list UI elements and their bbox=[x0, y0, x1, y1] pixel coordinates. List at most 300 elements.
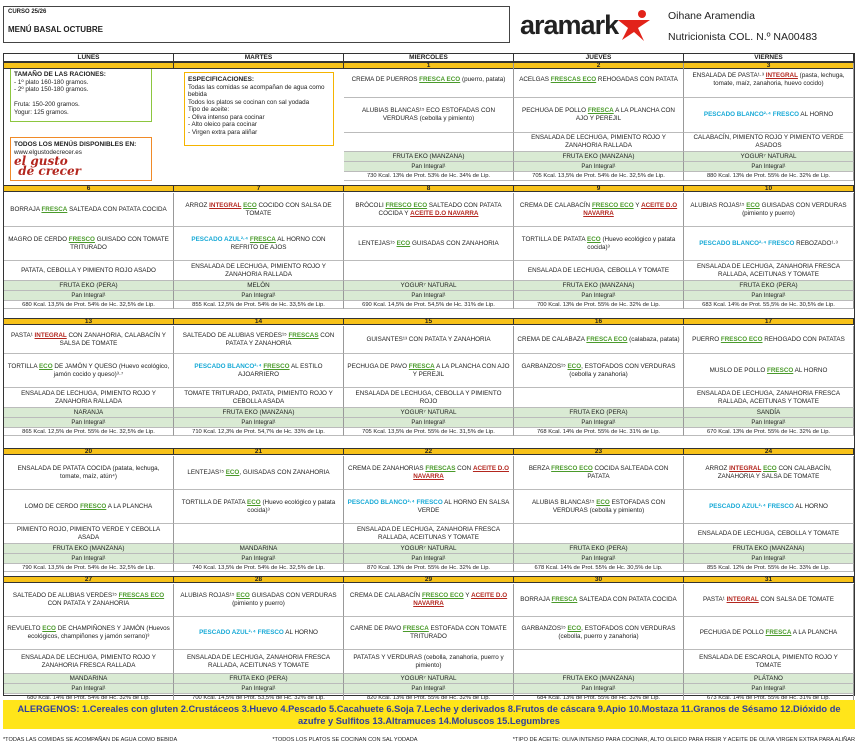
spec-line: - Oliva intenso para cocinar bbox=[188, 113, 265, 121]
cell-text bbox=[411, 555, 445, 563]
fresh-eco-tag: FRESCO bbox=[80, 502, 107, 510]
dish-cell bbox=[174, 261, 344, 281]
nutrition-cell bbox=[514, 564, 684, 572]
dish-cell bbox=[174, 354, 344, 388]
bread-cell bbox=[344, 162, 514, 172]
cell-value: Pan Integral¹ bbox=[241, 419, 276, 426]
cell-text: CREMA DE PUERROS FRESCA ECO (puerro, patata) bbox=[351, 76, 506, 83]
cell-value: 700 Kcal. 14,5% de Prot. 53,5% de Hc. 32% de Lip. bbox=[192, 694, 325, 701]
dish-cell bbox=[344, 490, 514, 524]
fresh-eco-tag: FRESCA bbox=[41, 205, 68, 213]
dish-cell bbox=[684, 524, 854, 544]
cell-text: PECHUGA DE PAVO FRESCA A LA PLANCHA CON AJO Y PEREJIL bbox=[347, 362, 510, 378]
cell-value: Pan Integral¹ bbox=[411, 292, 446, 299]
day-number: 22 bbox=[344, 449, 514, 454]
day-number: 15 bbox=[344, 319, 514, 324]
ration-lines bbox=[14, 79, 148, 117]
fresh-eco-tag: ECO bbox=[763, 464, 777, 472]
dessert-cell bbox=[174, 408, 344, 418]
cell-text bbox=[740, 153, 796, 161]
cell-text bbox=[241, 555, 275, 563]
fresh-eco-tag: ECO bbox=[38, 362, 53, 370]
cell-text: BORRAJA FRESCA SALTEADA CON PATATA COCIDA bbox=[520, 596, 677, 603]
bread-cell bbox=[514, 162, 684, 172]
cell-text: ENSALADA DE PATATA COCIDA (patata, lechuga, tomate, maíz, atún⁴) bbox=[17, 464, 160, 480]
cell-value: FRUTA EKO (MANZANA) bbox=[562, 674, 635, 682]
cell-value: Pan Integral¹ bbox=[241, 292, 276, 299]
cell-text: BERZA FRESCO ECO COCIDA SALTEADA CON PATATA bbox=[528, 464, 669, 480]
bread-cell bbox=[514, 291, 684, 301]
integral-tag: INTEGRAL bbox=[729, 464, 762, 472]
bread-cell bbox=[514, 418, 684, 428]
cell-text bbox=[241, 292, 275, 300]
dish-cell bbox=[174, 326, 344, 354]
cell-text bbox=[411, 163, 445, 171]
cell-text: MAGRO DE CERDO FRESCO GUISADO CON TOMATE TRITURADO bbox=[8, 235, 169, 251]
fresh-eco-tag: FRESCAS bbox=[288, 331, 319, 339]
bread-cell bbox=[4, 554, 174, 564]
nutrition-cell bbox=[4, 428, 174, 436]
fresh-eco-tag: FRESCAS ECO bbox=[550, 76, 597, 83]
day-number bbox=[4, 63, 174, 68]
cell-text: ENSALADA DE LECHUGA, CEBOLLA Y PIMIENTO ROJO bbox=[355, 389, 502, 405]
dish-cell bbox=[4, 227, 174, 261]
cell-text: ENSALADA DE LECHUGA, ZANAHORIA FRESCA RALLADA, ACEITUNAS Y TOMATE bbox=[696, 389, 841, 405]
cell-text bbox=[569, 545, 627, 553]
dish-cell bbox=[514, 193, 684, 227]
cell-value: 865 Kcal. 12,5% de Prot. 55% de Hc. 32,5% de Lip. bbox=[22, 428, 155, 435]
cell-text bbox=[411, 292, 445, 300]
cell-text: PESCADO BLANCO²·⁴ FRESCO AL ESTILO AJOARRIERO bbox=[194, 362, 323, 378]
cell-value: Pan Integral¹ bbox=[751, 292, 786, 299]
cell-text: PESCADO AZUL²·⁴ FRESCO AL HORNO bbox=[199, 629, 318, 636]
dessert-cell bbox=[684, 152, 854, 162]
cell-text bbox=[362, 301, 495, 309]
day-number: 30 bbox=[514, 577, 684, 582]
fresh-eco-tag: FRESCAS ECO bbox=[118, 592, 165, 599]
day-number: 8 bbox=[344, 186, 514, 191]
day-number: 20 bbox=[4, 449, 174, 454]
cell-value: FRUTA EKO (PERA) bbox=[569, 544, 628, 552]
cell-text bbox=[71, 555, 105, 563]
dessert-cell bbox=[4, 674, 174, 684]
integral-tag: INTEGRAL bbox=[765, 72, 798, 79]
cell-text bbox=[70, 675, 108, 683]
week-number-row bbox=[4, 185, 854, 192]
integral-tag: INTEGRAL bbox=[34, 331, 67, 339]
dish-cell bbox=[514, 133, 684, 152]
dish-cell bbox=[684, 388, 854, 408]
week-number-row bbox=[4, 576, 854, 583]
cell-text bbox=[751, 555, 785, 563]
cell-text: TORTILLA DE PATATA ECO (Huevo ecológico y patata cocida)³ bbox=[181, 498, 336, 514]
menu-title: MENÚ BASAL OCTUBRE bbox=[8, 25, 103, 34]
dish-cell bbox=[344, 650, 514, 674]
bread-cell bbox=[4, 418, 174, 428]
cell-text: PESCADO BLANCO²·⁴ FRESCO AL HORNO EN SALSA VERDE bbox=[347, 498, 510, 514]
cell-text bbox=[22, 428, 155, 436]
spec-line: - Alto oleico para cocinar bbox=[188, 121, 257, 128]
bread-cell bbox=[4, 684, 174, 694]
dish-cell bbox=[684, 261, 854, 281]
cell-value: PLÁTANO bbox=[754, 674, 783, 682]
dish-cell bbox=[514, 650, 684, 674]
dessert-cell bbox=[514, 152, 684, 162]
dish-cell bbox=[344, 63, 514, 98]
cell-text bbox=[754, 675, 783, 683]
cell-text bbox=[757, 409, 780, 417]
header-box bbox=[3, 6, 510, 43]
cell-text bbox=[400, 409, 456, 417]
cell-text bbox=[569, 409, 627, 417]
cell-value: FRUTA EKO (PERA) bbox=[229, 674, 288, 682]
gusto-logo bbox=[14, 156, 148, 176]
cell-value: YOGUR⁷ NATURAL bbox=[400, 281, 457, 289]
cell-text: PATATA, CEBOLLA Y PIMIENTO ROJO ASADO bbox=[21, 266, 156, 274]
week-number-row bbox=[4, 448, 854, 455]
cell-text: PESCADO AZUL²·⁴ FRESCO AL HORNO bbox=[709, 502, 828, 510]
day-number bbox=[174, 63, 344, 68]
spec-lines bbox=[188, 84, 330, 137]
dessert-cell bbox=[4, 281, 174, 291]
dish-cell bbox=[174, 388, 344, 408]
fresh-eco-tag: ECO bbox=[587, 235, 601, 243]
dish-cell bbox=[514, 584, 684, 617]
cell-text bbox=[411, 419, 445, 427]
cell-value: 673 Kcal. 14% de Prot. 55% de Hc. 31% de Lip. bbox=[706, 694, 831, 701]
footer-note-oil: *TIPO DE ACEITE: OLIVA INTENSO PARA COCINAR, ALTO OLEICO PARA FREIR Y ACEITE DE OLIVA VIRGEN EXTRA PARA ALIÑAR bbox=[512, 737, 855, 743]
dish-cell bbox=[514, 354, 684, 388]
cell-value: Pan Integral¹ bbox=[581, 292, 616, 299]
cell-text: ENSALADA DE LECHUGA, PIMIENTO ROJO Y ZANAHORIA RALLADA bbox=[21, 389, 156, 405]
cell-value: 683 Kcal. 14% de Prot. 55,5% de Hc. 30,5% de Lip. bbox=[702, 301, 835, 308]
nutrition-cell bbox=[514, 301, 684, 309]
fresh-eco-tag: FRESCAS bbox=[425, 464, 456, 472]
cell-text: ENSALADA DE LECHUGA, PIMIENTO ROJO Y ZANAHORIA RALLADA bbox=[191, 262, 326, 278]
cell-text: ALUBIAS ROJAS¹⁵ ECO GUISADAS CON VERDURAS (pimiento y puerro) bbox=[180, 592, 337, 607]
cell-value: FRUTA EKO (MANZANA) bbox=[52, 544, 125, 552]
dish-cell bbox=[684, 227, 854, 261]
cell-value: SANDÍA bbox=[756, 408, 781, 416]
dish-cell bbox=[4, 524, 174, 544]
cell-value: 730 Kcal. 13% de Prot. 53% de Hc. 34% de Lip. bbox=[366, 173, 491, 179]
nutrition-cell bbox=[684, 301, 854, 309]
day-header-4: VIERNES bbox=[684, 54, 854, 62]
cell-value: FRUTA EKO (MANZANA) bbox=[392, 152, 465, 160]
cell-text: LOMO DE CERDO FRESCO A LA PLANCHA bbox=[24, 502, 153, 510]
star-man-icon bbox=[616, 8, 652, 42]
fresh-eco-tag: FRESCO bbox=[263, 362, 290, 370]
cell-text: TOMATE TRITURADO, PATATA, PIMIENTO ROJO Y CEBOLLA ASADA bbox=[184, 389, 333, 405]
cell-text bbox=[229, 675, 287, 683]
cell-text: BRÓCOLI FRESCO ECO SALTEADO CON PATATA COCIDA Y ACEITE D.O NAVARRA bbox=[355, 201, 502, 217]
dish-cell bbox=[174, 490, 344, 524]
bread-cell bbox=[344, 291, 514, 301]
day-header-1: MARTES bbox=[174, 54, 344, 62]
cell-text: ALUBIAS BLANCAS¹⁵ ECO ESTOFADAS CON VERDURAS (cebolla y pimiento) bbox=[531, 498, 666, 514]
bread-cell bbox=[344, 684, 514, 694]
dessert-cell bbox=[514, 544, 684, 554]
cell-text bbox=[22, 301, 155, 309]
dish-cell bbox=[174, 456, 344, 490]
cell-text bbox=[22, 564, 155, 572]
cell-text bbox=[74, 409, 103, 417]
dish-cell bbox=[4, 650, 174, 674]
day-number: 3 bbox=[684, 63, 854, 68]
dish-cell bbox=[344, 261, 514, 281]
nutritionist-name: Oihane Aramendia bbox=[668, 10, 755, 22]
ration-line: - 2º plato 150-180 gramos. bbox=[14, 86, 89, 93]
dish-cell bbox=[514, 261, 684, 281]
cell-value: FRUTA EKO (PERA) bbox=[569, 408, 628, 416]
ration-title: TAMAÑO DE LAS RACIONES: bbox=[14, 71, 106, 78]
day-number: 9 bbox=[514, 186, 684, 191]
cell-value: 880 Kcal. 13% de Prot. 55% de Hc. 32% de Lip. bbox=[706, 173, 831, 179]
dish-cell bbox=[4, 490, 174, 524]
day-number: 6 bbox=[4, 186, 174, 191]
cell-text: ALUBIAS BLANCAS¹⁵ ECO ESTOFADAS CON VERDURAS (cebolla y pimiento) bbox=[361, 107, 495, 122]
spec-line: Todas las comidas se acompañan de agua como bebida bbox=[188, 83, 325, 98]
cell-value: 680 Kcal. 14% de Prot. 54% de Hc. 32% de Lip. bbox=[26, 694, 151, 701]
dish-cell bbox=[514, 227, 684, 261]
dessert-cell bbox=[514, 281, 684, 291]
fresh-eco-tag: FRESCO ECO bbox=[591, 201, 634, 209]
dish-cell bbox=[344, 388, 514, 408]
cell-value: Pan Integral¹ bbox=[241, 685, 276, 692]
nutrition-cell bbox=[684, 428, 854, 436]
cell-text bbox=[59, 282, 117, 290]
fresh-eco-tag: ECO bbox=[567, 362, 582, 370]
day-number: 16 bbox=[514, 319, 684, 324]
cell-text bbox=[53, 545, 125, 553]
dessert-cell bbox=[684, 544, 854, 554]
dish-cell bbox=[174, 650, 344, 674]
fish-tag: PESCADO AZUL²·⁴ FRESCO bbox=[199, 629, 284, 636]
dessert-cell bbox=[684, 281, 854, 291]
cell-value: Pan Integral¹ bbox=[751, 685, 786, 692]
day-number: 7 bbox=[174, 186, 344, 191]
cell-value: MANDARINA bbox=[239, 544, 278, 552]
dish-cell bbox=[684, 650, 854, 674]
fresh-eco-tag: FRESCA ECO bbox=[419, 76, 461, 83]
cell-text bbox=[367, 172, 490, 180]
fish-tag: PESCADO BLANCO²·⁴ bbox=[194, 362, 262, 370]
cell-value: 790 Kcal. 13,5% de Prot. 54% de Hc. 32,5% de Lip. bbox=[22, 564, 155, 571]
dish-cell bbox=[684, 490, 854, 524]
dish-cell bbox=[344, 456, 514, 490]
dish-cell bbox=[684, 617, 854, 650]
nutrition-cell bbox=[514, 172, 684, 181]
day-number: 24 bbox=[684, 449, 854, 454]
cell-text: PECHUGA DE POLLO FRESCA A LA PLANCHA CON AJO Y PEREJIL bbox=[522, 107, 675, 122]
fresh-eco-tag: ECO bbox=[746, 201, 760, 209]
cell-value: YOGUR⁷ NATURAL bbox=[400, 674, 457, 682]
fresh-eco-tag: ECO bbox=[236, 592, 250, 599]
fresh-eco-tag: ECO bbox=[243, 201, 257, 209]
cell-text: ALUBIAS ROJAS¹⁵ ECO GUISADAS CON VERDURAS (pimiento y puerro) bbox=[690, 201, 847, 217]
cell-text bbox=[362, 428, 495, 436]
dessert-cell bbox=[344, 281, 514, 291]
cell-text: CREMA DE CALABAZA FRESCA ECO (calabaza, patata) bbox=[517, 335, 680, 343]
cell-value: Pan Integral¹ bbox=[71, 555, 106, 562]
week-number-row bbox=[4, 318, 854, 325]
cell-text: ENSALADA DE LECHUGA, PIMIENTO ROJO Y ZANAHORIA FRESCA RALLADA bbox=[21, 653, 156, 669]
cell-value: MANDARINA bbox=[69, 674, 108, 682]
cell-text: CREMA DE CALABACÍN FRESCO ECO Y ACEITE D.O NAVARRA bbox=[519, 201, 678, 217]
nutrition-cell bbox=[344, 172, 514, 181]
fresh-eco-tag: FRESCA bbox=[765, 629, 792, 636]
todos-title: TODOS LOS MENÚS DISPONIBLES EN: bbox=[14, 141, 137, 148]
fish-tag: PESCADO AZUL²·⁴ bbox=[191, 235, 249, 243]
dish-cell bbox=[684, 326, 854, 354]
fresh-eco-tag: ECO bbox=[396, 239, 411, 247]
cell-text bbox=[751, 685, 785, 693]
integral-tag: ACEITE D.O NAVARRA bbox=[413, 592, 508, 607]
bread-cell bbox=[514, 554, 684, 564]
cell-value: FRUTA EKO (MANZANA) bbox=[562, 152, 635, 160]
nutrition-cell bbox=[684, 172, 854, 181]
footer-note-salt: *TODOS LOS PLATOS SE COCINAN CON SAL YODADA bbox=[272, 737, 418, 743]
dessert-cell bbox=[344, 544, 514, 554]
todos-url[interactable]: www.elgustodecrecer.es bbox=[14, 148, 82, 156]
cell-text bbox=[563, 153, 635, 161]
specifications-box bbox=[184, 72, 334, 146]
bread-cell bbox=[344, 554, 514, 564]
nutrition-cell bbox=[344, 564, 514, 572]
nutrition-cell bbox=[514, 428, 684, 436]
dish-cell bbox=[684, 584, 854, 617]
spec-line: - Virgen extra para aliñar bbox=[188, 128, 258, 136]
dish-cell bbox=[174, 193, 344, 227]
bread-cell bbox=[174, 418, 344, 428]
cell-value: 705 Kcal. 13,5% de Prot. 54% de Hc. 32,5% de Lip. bbox=[532, 173, 665, 179]
day-number: 23 bbox=[514, 449, 684, 454]
dish-cell bbox=[514, 524, 684, 544]
dish-cell bbox=[344, 584, 514, 617]
dessert-cell bbox=[514, 674, 684, 684]
integral-tag: INTEGRAL bbox=[209, 201, 242, 209]
nutritionist-id: Nutricionista COL. N.º NA00483 bbox=[668, 31, 818, 43]
fresh-eco-tag: ECO bbox=[567, 625, 582, 632]
cell-value: 680 Kcal. 13,5% de Prot. 54% de Hc. 32,5% de Lip. bbox=[22, 301, 155, 308]
fresh-eco-tag: ECO bbox=[596, 498, 610, 506]
fresh-eco-tag: FRESCO ECO bbox=[385, 201, 428, 209]
day-number: 31 bbox=[684, 577, 854, 582]
cell-value: Pan Integral¹ bbox=[411, 555, 446, 562]
ration-line: Yogur: 125 gramos. bbox=[14, 108, 69, 116]
cell-value: 870 Kcal. 13% de Prot. 55% de Hc. 32% de Lip. bbox=[366, 564, 491, 571]
dish-cell bbox=[4, 584, 174, 617]
cell-text bbox=[367, 564, 490, 572]
cell-text bbox=[241, 685, 275, 693]
dish-cell bbox=[344, 193, 514, 227]
cell-text: PESCADO BLANCO²·⁴ FRESCO AL HORNO bbox=[703, 111, 834, 118]
allergens-legend: ALERGENOS: 1.Cereales con gluten 2.Crustáceos 3.Huevo 4.Pescado 5.Cacahuete 6.Soja 7.Leche y derivados 8.Frutos de cáscara 9.Apio 10.Mostaza 11.Granos de Sésamo 12.Dióxido de azufre y Sulfitos 13.Altramuces 14.Moluscos 15.Legumbres bbox=[3, 700, 855, 729]
cell-text: SALTEADO DE ALUBIAS VERDES¹⁵ FRESCAS ECO CON PATATA Y ZANAHORIA bbox=[12, 592, 165, 607]
dish-cell bbox=[4, 388, 174, 408]
dessert-cell bbox=[684, 674, 854, 684]
fresh-eco-tag: FRESCO ECO bbox=[720, 335, 763, 343]
dish-cell bbox=[684, 98, 854, 133]
dish-cell bbox=[344, 227, 514, 261]
bread-cell bbox=[684, 162, 854, 172]
spec-title: ESPECIFICACIONES: bbox=[188, 76, 255, 83]
day-number: 13 bbox=[4, 319, 174, 324]
nutrition-cell bbox=[344, 301, 514, 309]
cell-value: Pan Integral¹ bbox=[581, 419, 616, 426]
cell-text: BORRAJA FRESCA SALTEADA CON PATATA COCIDA bbox=[10, 205, 167, 213]
cell-text bbox=[707, 428, 830, 436]
dish-cell bbox=[684, 193, 854, 227]
nutrition-cell bbox=[174, 301, 344, 309]
cell-text bbox=[71, 292, 105, 300]
cell-text: ENSALADA DE PASTA¹·³ INTEGRAL (pasta, lechuga, tomate, maíz, zanahoria, huevo cocido) bbox=[692, 72, 845, 87]
dish-cell bbox=[514, 63, 684, 98]
cell-value: Pan Integral¹ bbox=[411, 163, 446, 170]
menu-grid bbox=[3, 53, 855, 701]
cell-text bbox=[751, 163, 785, 171]
cell-text: GARBANZOS¹⁵ ECO, ESTOFADOS CON VERDURAS (cebolla, puerro y zanahoria) bbox=[521, 625, 676, 640]
nutrition-cell bbox=[174, 428, 344, 436]
dessert-cell bbox=[174, 281, 344, 291]
fresh-eco-tag: FRESCA bbox=[587, 107, 614, 114]
dish-cell bbox=[514, 490, 684, 524]
cell-text: ENSALADA DE LECHUGA, ZANAHORIA FRESCA RALLADA, ACEITUNAS Y TOMATE bbox=[696, 262, 841, 278]
cell-text: PESCADO AZUL²·⁴ FRESCA AL HORNO CON REFRITO DE AJOS bbox=[191, 235, 326, 251]
cell-value: FRUTA EKO (MANZANA) bbox=[222, 408, 295, 416]
day-number: 17 bbox=[684, 319, 854, 324]
bread-cell bbox=[174, 684, 344, 694]
cell-value: Pan Integral¹ bbox=[71, 685, 106, 692]
cell-text: SALTEADO DE ALUBIAS VERDES¹⁵ FRESCAS CON PATATA Y ZANAHORIA bbox=[182, 331, 335, 347]
cell-text bbox=[192, 301, 325, 309]
fish-tag: PESCADO BLANCO²·⁴ FRESCO bbox=[703, 111, 800, 118]
fresh-eco-tag: FRESCO bbox=[68, 235, 95, 243]
bread-cell bbox=[684, 291, 854, 301]
cell-text bbox=[751, 292, 785, 300]
cell-value: MELÓN bbox=[247, 281, 270, 289]
fresh-eco-tag: ECO bbox=[247, 498, 261, 506]
dish-cell bbox=[514, 326, 684, 354]
cell-text: ENSALADA DE LECHUGA, PIMIENTO ROJO Y ZANAHORIA RALLADA bbox=[531, 134, 666, 149]
dish-cell bbox=[514, 456, 684, 490]
spec-line: Tipo de aceite: bbox=[188, 106, 230, 113]
cell-text bbox=[707, 564, 830, 572]
logo-text: aramark bbox=[520, 9, 619, 40]
fresh-eco-tag: FRESCO ECO bbox=[421, 592, 464, 599]
dessert-cell bbox=[174, 674, 344, 684]
cell-value: 740 Kcal. 13,5% de Prot. 54% de Hc. 32,5% de Lip. bbox=[192, 564, 325, 571]
footer-notes bbox=[3, 737, 855, 743]
nutrition-cell bbox=[174, 564, 344, 572]
cell-value: Pan Integral¹ bbox=[751, 419, 786, 426]
cell-text: TORTILLA DE PATATA ECO (Huevo ecológico y patata cocida)³ bbox=[521, 235, 676, 251]
cell-text bbox=[751, 419, 785, 427]
dish-cell bbox=[4, 354, 174, 388]
dish-cell bbox=[174, 524, 344, 544]
bread-cell bbox=[174, 554, 344, 564]
cell-text bbox=[400, 675, 456, 683]
integral-tag: ACEITE D.O NAVARRA bbox=[583, 201, 678, 217]
cell-value: Pan Integral¹ bbox=[241, 555, 276, 562]
cell-value: FRUTA EKO (PERA) bbox=[59, 281, 118, 289]
cell-text bbox=[581, 163, 615, 171]
day-number: 29 bbox=[344, 577, 514, 582]
cell-value: 684 Kcal. 13% de Prot. 55% de Hc. 32% de Lip. bbox=[536, 694, 661, 701]
fresh-eco-tag: FRESCO ECO bbox=[551, 464, 593, 472]
fish-tag: PESCADO BLANCO²·⁴ FRESCO bbox=[699, 239, 795, 247]
cell-value: YOGUR⁷ NATURAL bbox=[740, 152, 797, 160]
